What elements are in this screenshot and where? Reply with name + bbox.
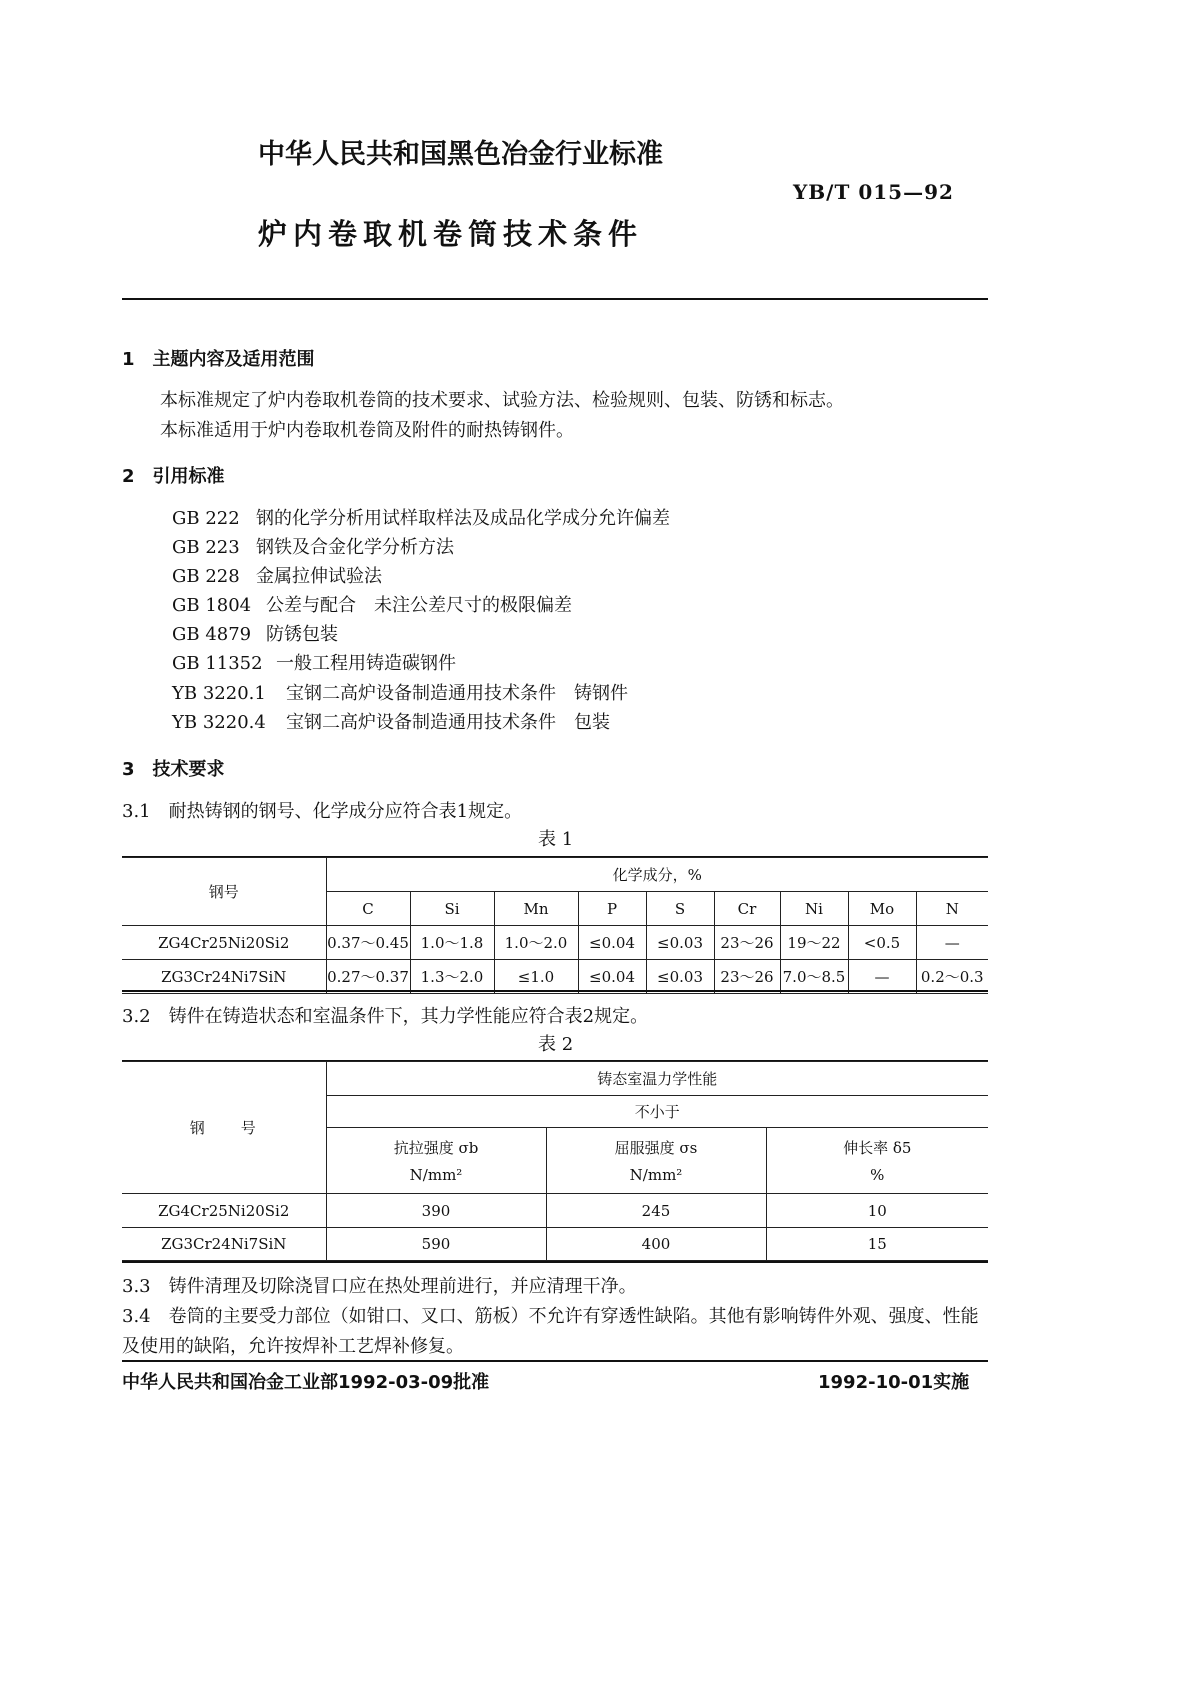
table-1-caption: 表 1 xyxy=(538,829,574,850)
standard-code: YB/T 015—92 xyxy=(793,180,954,204)
document-title: 炉内卷取机卷筒技术条件 xyxy=(258,217,644,251)
table-2 xyxy=(122,1061,988,1261)
t1-col-header: N xyxy=(916,892,988,926)
t2-grade-header: 钢 号 xyxy=(122,1062,326,1194)
t1-cell: — xyxy=(848,960,916,994)
table-2-caption: 表 2 xyxy=(538,1034,574,1055)
section-3-heading: 3 技术要求 xyxy=(122,759,225,780)
approval-note: 中华人民共和国冶金工业部1992-03-09批准 xyxy=(122,1372,490,1393)
header-divider xyxy=(122,298,988,300)
t2-col-header: 伸长率 δ5 % xyxy=(766,1128,988,1194)
ref-item: GB 1804 公差与配合 未注公差尺寸的极限偏差 xyxy=(172,595,572,616)
t1-grade-header: 钢号 xyxy=(122,858,326,926)
table-row xyxy=(122,926,988,960)
t1-cell: 0.37～0.45 xyxy=(326,926,410,960)
clause-3-1: 3.1 耐热铸钢的钢号、化学成分应符合表1规定。 xyxy=(122,801,523,822)
t1-col-header: S xyxy=(646,892,714,926)
t2-cell: 10 xyxy=(766,1194,988,1228)
ref-item: GB 11352 一般工程用铸造碳钢件 xyxy=(172,653,456,674)
t1-cell: 0.2～0.3 xyxy=(916,960,988,994)
t1-cell: — xyxy=(916,926,988,960)
ref-item: GB 228 金属拉伸试验法 xyxy=(172,566,382,587)
footer-divider xyxy=(122,1360,988,1362)
t2-sub-header: 不小于 xyxy=(326,1096,988,1128)
t1-group-header: 化学成分，% xyxy=(326,858,988,892)
ref-item: GB 222 钢的化学分析用试样取样法及成品化学成分允许偏差 xyxy=(172,508,670,529)
t1-col-header: Mo xyxy=(848,892,916,926)
t1-cell: 23～26 xyxy=(714,960,780,994)
table-row xyxy=(122,1228,988,1261)
t2-col-header: 屈服强度 σs N/mm² xyxy=(546,1128,766,1194)
t1-cell: <0.5 xyxy=(848,926,916,960)
clause-3-2: 3.2 铸件在铸造状态和室温条件下，其力学性能应符合表2规定。 xyxy=(122,1006,649,1027)
t1-cell: 23～26 xyxy=(714,926,780,960)
t1-cell: 7.0～8.5 xyxy=(780,960,848,994)
t1-cell: ≤1.0 xyxy=(494,960,578,994)
t1-cell: 0.27～0.37 xyxy=(326,960,410,994)
t2-grade-cell: ZG3Cr24Ni7SiN xyxy=(122,1228,326,1261)
table-row xyxy=(122,1194,988,1228)
ref-item: GB 4879 防锈包装 xyxy=(172,624,338,645)
t1-col-header: Cr xyxy=(714,892,780,926)
section-1-heading: 1 主题内容及适用范围 xyxy=(122,349,315,370)
t2-cell: 15 xyxy=(766,1228,988,1261)
table-1-bottom-rule xyxy=(122,990,988,992)
t1-cell: ≤0.04 xyxy=(578,926,646,960)
t1-cell: ≤0.03 xyxy=(646,926,714,960)
t1-col-header: Mn xyxy=(494,892,578,926)
t1-cell: 1.0～1.8 xyxy=(410,926,494,960)
t2-cell: 590 xyxy=(326,1228,546,1261)
clause-3-3: 3.3 铸件清理及切除浇冒口应在热处理前进行，并应清理干净。 xyxy=(122,1276,637,1297)
t2-cell: 400 xyxy=(546,1228,766,1261)
t1-col-header: P xyxy=(578,892,646,926)
ref-item: GB 223 钢铁及合金化学分析方法 xyxy=(172,537,454,558)
section-1-para-2: 本标准适用于炉内卷取机卷筒及附件的耐热铸钢件。 xyxy=(160,420,574,441)
t1-col-header: C xyxy=(326,892,410,926)
t1-cell: 19～22 xyxy=(780,926,848,960)
ref-item: YB 3220.1 宝钢二高炉设备制造通用技术条件 铸钢件 xyxy=(172,683,628,704)
clause-3-4-line-2: 及使用的缺陷，允许按焊补工艺焊补修复。 xyxy=(122,1336,464,1357)
t2-col-header: 抗拉强度 σb N/mm² xyxy=(326,1128,546,1194)
t2-cell: 245 xyxy=(546,1194,766,1228)
t1-grade-cell: ZG3Cr24Ni7SiN xyxy=(122,960,326,994)
t1-cell: ≤0.04 xyxy=(578,960,646,994)
t2-grade-cell: ZG4Cr25Ni20Si2 xyxy=(122,1194,326,1228)
table-1 xyxy=(122,857,988,994)
t1-col-header: Si xyxy=(410,892,494,926)
t1-col-header: Ni xyxy=(780,892,848,926)
org-standard-title: 中华人民共和国黑色冶金行业标准 xyxy=(258,139,663,170)
t2-group-header: 铸态室温力学性能 xyxy=(326,1062,988,1096)
t1-cell: 1.3～2.0 xyxy=(410,960,494,994)
ref-item: YB 3220.4 宝钢二高炉设备制造通用技术条件 包装 xyxy=(172,712,610,733)
section-1-para-1: 本标准规定了炉内卷取机卷筒的技术要求、试验方法、检验规则、包装、防锈和标志。 xyxy=(160,390,844,411)
t1-grade-cell: ZG4Cr25Ni20Si2 xyxy=(122,926,326,960)
table-row xyxy=(122,960,988,994)
table-2-bottom-rule xyxy=(122,1261,988,1263)
effective-date: 1992-10-01实施 xyxy=(818,1372,970,1393)
clause-3-4-line-1: 3.4 卷筒的主要受力部位（如钳口、叉口、筋板）不允许有穿透性缺陷。其他有影响铸件外观、强度、性能 xyxy=(122,1306,979,1327)
t1-cell: 1.0～2.0 xyxy=(494,926,578,960)
t2-cell: 390 xyxy=(326,1194,546,1228)
section-2-heading: 2 引用标准 xyxy=(122,466,225,487)
t1-cell: ≤0.03 xyxy=(646,960,714,994)
